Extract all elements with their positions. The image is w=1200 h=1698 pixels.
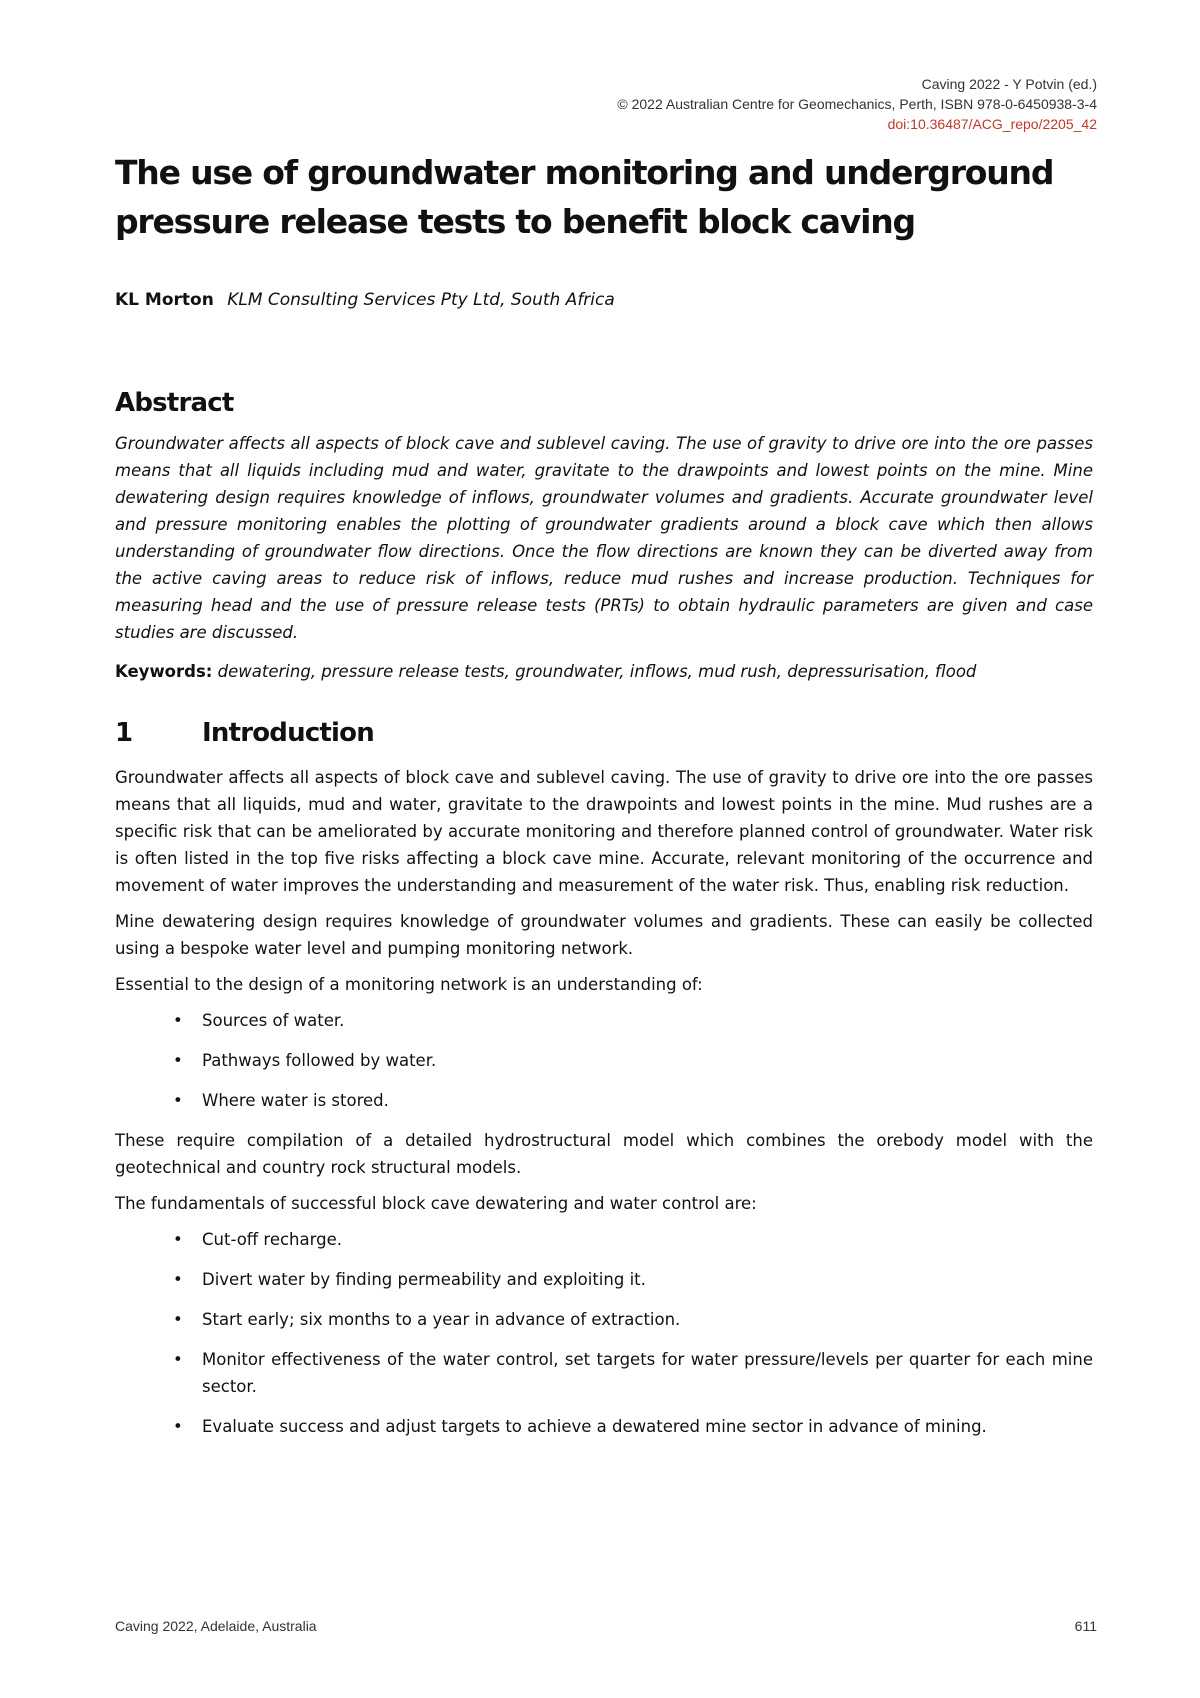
list-item: • Start early; six months to a year in advance of extraction. bbox=[115, 1306, 1093, 1333]
header-copyright: © 2022 Australian Centre for Geomechanics, Perth, ISBN 978-0-6450938-3-4 bbox=[617, 96, 1097, 112]
header-proceedings: Caving 2022 - Y Potvin (ed.) bbox=[921, 76, 1097, 92]
abstract-text: Groundwater affects all aspects of block cave and sublevel caving. The use of gravity to drive ore into the ore passes means that all liquids including mud and water, gravitate to the drawpoints and lowest points on the mine. Mine dewatering design requires knowledge of inflows, groundwater volumes and gradients. Accurate groundwater level and pressure monitoring enables the plotting of groundwater gradients around a block cave which then allows understanding of groundwater flow directions. Once the flow directions are known they can be diverted away from the active caving areas to reduce risk of inflows, reduce mud rushes and increase production. Techniques for measuring head and the use of pressure release tests (PRTs) to obtain hydraulic parameters are given and case studies are discussed. bbox=[115, 434, 1093, 642]
paragraph: The fundamentals of successful block cave dewatering and water control are: bbox=[115, 1194, 757, 1213]
list-item: • Where water is stored. bbox=[115, 1087, 1093, 1114]
author-affiliation: KLM Consulting Services Pty Ltd, South Africa bbox=[227, 290, 615, 310]
section-heading-introduction bbox=[115, 716, 1093, 750]
keywords-text: dewatering, pressure release tests, groundwater, inflows, mud rush, depressurisation, flood bbox=[217, 662, 977, 681]
list-item: • Evaluate success and adjust targets to achieve a dewatered mine sector in advance of mining. bbox=[115, 1413, 1093, 1440]
paragraph: Groundwater affects all aspects of block cave and sublevel caving. The use of gravity to drive ore into the ore passes means that all liquids, mud and water, gravitate to the drawpoints and lowest points in the mine. Mud rushes are a specific risk that can be ameliorated by accurate monitoring and therefore planned control of groundwater. Water risk is often listed in the top five risks affecting a block cave mine. Accurate, relevant monitoring of the occurrence and movement of water improves the understanding and measurement of the water risk. Thus, enabling risk reduction. bbox=[115, 768, 1093, 895]
bullet-list-fundamentals bbox=[115, 1226, 1093, 1440]
paragraph: Essential to the design of a monitoring network is an understanding of: bbox=[115, 975, 703, 994]
keywords-label: Keywords: bbox=[115, 662, 213, 681]
author-name: KL Morton bbox=[115, 290, 214, 310]
page-number: 611 bbox=[1074, 1618, 1097, 1634]
paper-title: The use of groundwater monitoring and underground pressure release tests to benefit block caving bbox=[115, 153, 1054, 241]
section-title: Introduction bbox=[202, 718, 374, 748]
list-item: • Pathways followed by water. bbox=[115, 1047, 1093, 1074]
header-doi[interactable]: doi:10.36487/ACG_repo/2205_42 bbox=[887, 116, 1097, 132]
paragraph: Mine dewatering design requires knowledge of groundwater volumes and gradients. These can easily be collected using a bespoke water level and pumping monitoring network. bbox=[115, 912, 1093, 958]
list-item: • Cut-off recharge. bbox=[115, 1226, 1093, 1253]
paragraph: These require compilation of a detailed hydrostructural model which combines the orebody model with the geotechnical and country rock structural models. bbox=[115, 1131, 1093, 1177]
author-line bbox=[115, 288, 1093, 312]
list-item: • Divert water by finding permeability and exploiting it. bbox=[115, 1266, 1093, 1293]
abstract-heading: Abstract bbox=[115, 388, 234, 418]
keywords-line bbox=[115, 660, 1093, 684]
list-item: • Monitor effectiveness of the water control, set targets for water pressure/levels per quarter for each mine sector. bbox=[115, 1346, 1093, 1400]
page-footer bbox=[115, 1618, 1097, 1634]
bullet-list-understanding bbox=[115, 1007, 1093, 1114]
footer-conference: Caving 2022, Adelaide, Australia bbox=[115, 1618, 317, 1634]
running-header bbox=[617, 74, 1097, 134]
introduction-body bbox=[115, 764, 1093, 1453]
list-item: • Sources of water. bbox=[115, 1007, 1093, 1034]
section-number: 1 bbox=[115, 718, 133, 748]
